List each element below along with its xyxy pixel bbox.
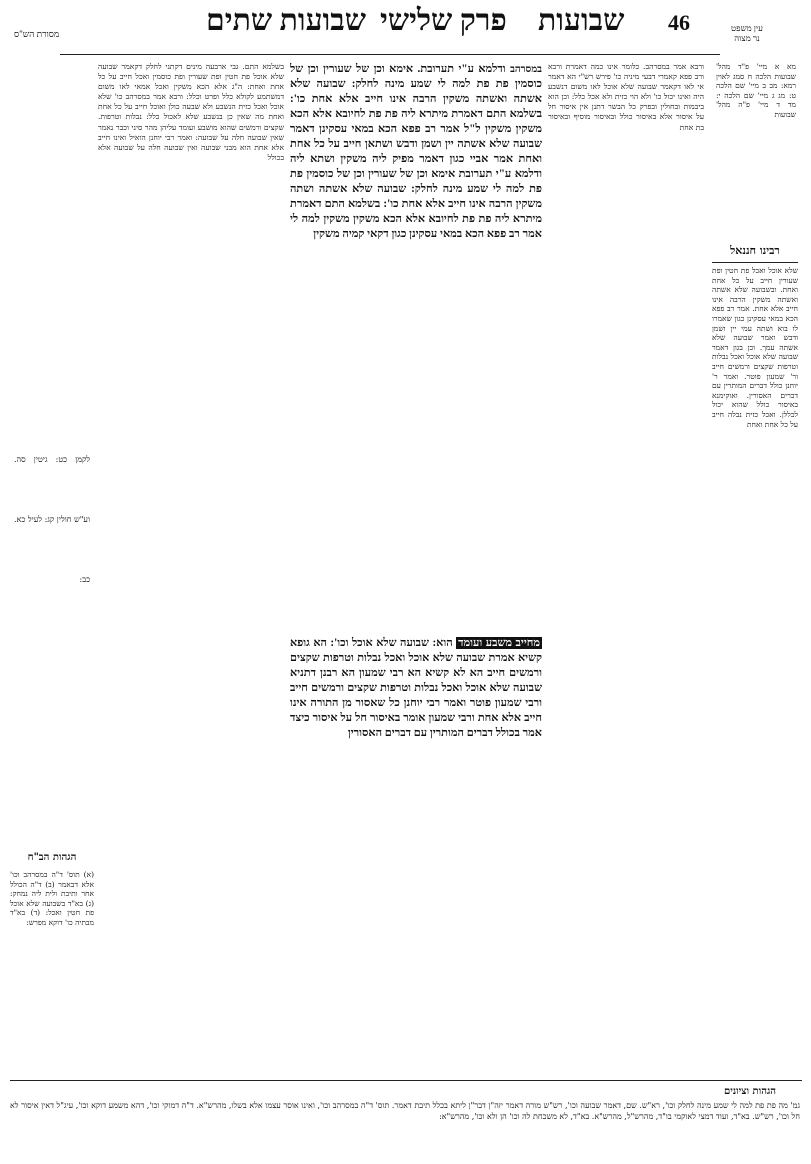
gemara-paragraph-3: הוא: שבועה שלא אוכל וכו': הא גופא קשיא אמרת שבועה שלא אוכל ואכל נבלות וטרפות שקצים ורמשים חייב הא לא קשיא הא רבי שמעון הא רבנן דתניא שבועה שלא אוכל ואכל נבלות וטרפות שקצים ורמשים חייב ורבי שמעון פוטר	[290, 637, 542, 709]
hagahot-bach-heading: הגהות הב"ח	[27, 852, 77, 863]
gemara-paragraph-4: ואמר רבי יוחנן כל שאסור מן התורה אינו חייב אלא אחת ורבי שמעון אומר באיסור חל על איסור כיצד אמר בכולל דברים המותרין עם דברים האסורין	[290, 697, 542, 739]
hagahot-bach-text: (א) תוס' ד"ה במסרהב וכו' אלא דבאמר (ב) ד"ה הכולל אחר ותיבת ולית ליה נמחק: (ג) בא"ד בשבועה שלא אוכל פת חטין ואכל: (ד) בא"ד מבתיה כו' דוקא מפרש:	[10, 870, 94, 927]
ein-mishpat-label: עין משפט נר מצוה	[731, 23, 763, 43]
gemara-paragraph-2: ודלמא ע"י תערובת אימא וכן של שעורין וכן של כוסמין פת פת למה לי שמע מינה לחלק: שבועה שלא אשתה ושתה משקין הרבה אינו חייב אלא אחת כו': בשלמא התם דאמרת מיתרא ליה פת פת לחיובא אלא הכא משקין משקין למה לי אמר רב פפא הכא במאי עסקינן כגון דקאי קמיה משקין	[290, 168, 542, 240]
boxed-phrase: מחייב משבע ועומד	[458, 637, 541, 649]
ein-mishpat-column: מא א מיי' פ"ד מהל' שבועות הלכה ח סמג לאוין רמא: מב ב מיי' שם הלכה ט: מג ג מיי' שם הלכה י: מד ד מיי' פ"ה מהל' שבועות	[716, 62, 796, 119]
lead-word: במסרהב	[510, 64, 542, 75]
rabbeinu-chananel-heading: רבינו חננאל	[730, 244, 780, 257]
tosafot-column: ורבא אמר במסרהב. כלומר אינו כמה דאמרת ורבא ורב פפא קאמרי דבעי מיניה כו' פירש רש"י הא דאמר אי לאו דקאמר שבועה שלא אוכל לאו משום דנשבע היה ואינו יכול כו' ולא הוי כזית ולא אכל כלל: וכן הוא ביבמות ובחולין ובפרק כל הבשר דתנן אין איסור חל על איסור אלא באיסור כולל ובאיסור מוסיף ובאיסור בת אחת	[548, 62, 704, 132]
title-right: שבועות	[538, 4, 625, 37]
footer-rule	[10, 1080, 802, 1081]
chananel-rule	[712, 262, 798, 263]
gemara-paragraph-1: ודלמא ע"י תערובת. אימא וכן של שעורין וכן של כוסמין פת פת למה לי שמע מינה לחלק: שבועה שלא אשתה ואשתה משקין הרבה אינו חייב אלא אחת כו': בשלמא התם דאמרת מיתרא ליה פת פת לחיובא אלא הכא משקין משקין ל"ל אמר רב פפא הכא במאי עסקינן דאמר שבועה שלא אשתה יין ושמן ודבש ושתאן חייב על כל אחת ואחת אמר אביי כגון דאמר מפיק ליה משקין ושתא ליה	[290, 63, 542, 165]
rabbeinu-chananel-text: שלא אוכל ואכל פת חטין ופת שעורין חייב על כל אחת ואחת. ובשבועה שלא אשתה ואשתה משקין הרבה אינו חייב אלא אחת. אמר רב פפא הכא במאי עסקינן כגון שאמרו לו בוא ושתה עמי יין ושמן ודבש ואמר שבועה שלא אשתה עמך. וכן בגון דאמר שבועה שלא אוכל ואכל נבלות וטרפות שקצים ורמשים חייב ור' שמעון פוטר. ואמר ר' יוחנן כולל דברים המותרין עם דברים האסורין. ואוקימנא באיסור כולל שהוא יכול לכללן. ואכל כזית נבלה חייב על כל אחת ואחת	[712, 266, 798, 429]
gemara-main-text	[290, 62, 542, 632]
masoret-hashas-column: לקמן כט: גיטין סה. וע"ש חולין קג: לעיל כא. כב:	[14, 455, 90, 584]
bottom-notes-heading: הגהות וציונים	[723, 1086, 777, 1097]
masoret-label: מסורת הש"ס	[14, 29, 60, 39]
title-mid: פרק שלישי	[380, 4, 507, 37]
header-rule	[60, 54, 720, 55]
gemara-lower-text	[290, 636, 542, 966]
bottom-notes-text: גמ' מה פת פת למה לי שמע מינה לחלק וכו', רא"ש. שם, דאמר שבועה וכו', רש"ש מורה דאמר יזה"ן דבר"ן ליתא בכלל תיבת דאמר. תוס' ד"ה במסרהב וכו', ואינו אוסר עצמו אלא בשלו, מהרש"א. ד"ה דמוקי וכו', דהא משמע דוקא וכו', עיג"ל דאין איסור לא חל וכו', רש"ש. בא"ד, ועוד דמצי לאוקמי בו"ד, מהרש"ל, מהרש"א. בא"ד, לא משכחת לה וכו' הן ולא וכו', מהרש"א:	[10, 1101, 800, 1121]
header	[0, 0, 811, 60]
page-number: 46	[668, 10, 690, 35]
rashi-column: בשלמא התם. גבי ארבעה מינים דקתני לחלק דקאמר שבועה שלא אוכל פת חטין ופת שעורין ופת כוסמין ואכל חייב על כל אחת ואחת: ה"ג אלא הכא משקין ואכל אמאי לאו משום דמשתמע לקולא כלל ופרט וכלל: ורבא אמר במסרהב כו' שלא אוכל ואכל כזית הנשבע ולא שבעה כולן ואוכל חייב על כל אחת ואחת מה שאין כן בנשבע שלא לאכול כלל: נבלות וטרפות. שקצים ורמשים שהוא מושבע ועומד עליהן מהר סיני וכבר נאמר שאין שבועה חלה על שבועה: ואמר רבי יוחנן הואיל ואינו חייב אלא אחת הוא מבני שבועה ואין שבועה חלה על שבועה אלא בכולל	[98, 62, 284, 162]
title-left: שבועות שתים	[206, 4, 366, 37]
